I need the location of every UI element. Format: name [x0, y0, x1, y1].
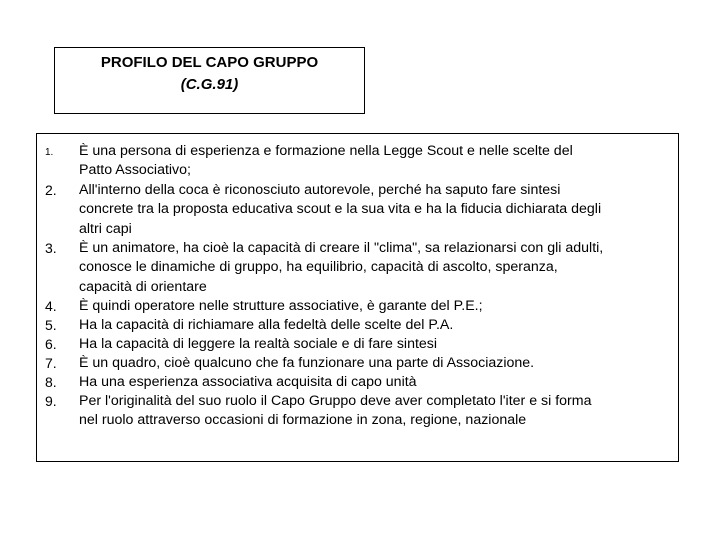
list-item-number: 3. — [45, 240, 57, 256]
list-item-number: 2. — [45, 182, 57, 198]
page-title: PROFILO DEL CAPO GRUPPO — [100, 54, 319, 71]
list-item-text: Ha la capacità di richiamare alla fedeltà delle scelte del P.A. — [79, 317, 454, 333]
list-item-number: 4. — [45, 298, 57, 314]
list-item-text: È un quadro, cioè qualcuno che fa funzionare una parte di Associazione. — [79, 355, 535, 371]
page-subtitle: (C.G.91) — [180, 76, 239, 93]
title-box — [54, 47, 365, 114]
list-item-text: È una persona di esperienza e formazione nella Legge Scout e nelle scelte del Patto Associativo; — [79, 143, 573, 179]
list-item-number: 6. — [45, 336, 57, 352]
list-item-text: È un animatore, ha cioè la capacità di creare il "clima", sa relazionarsi con gli adulti, conosce le dinamiche di gruppo, ha equilibrio, capacità di ascolto, speranza, capacità di orientare — [79, 240, 604, 295]
list-item-text: Ha la capacità di leggere la realtà sociale e di fare sintesi — [79, 336, 438, 352]
content-box — [36, 133, 679, 462]
list-item-text: Per l'originalità del suo ruolo il Capo Gruppo deve aver completato l'iter e si forma nel ruolo attraverso occasioni di formazione in zona, regione, nazionale — [79, 393, 592, 429]
list-item-text: È quindi operatore nelle strutture associative, è garante del P.E.; — [79, 298, 483, 314]
list-item-text: All'interno della coca è riconosciuto autorevole, perché ha saputo fare sintesi concrete tra la proposta educativa scout e la sua vita e ha la fiducia dichiarata degli altri capi — [79, 182, 602, 237]
list-item-number: 8. — [45, 374, 57, 390]
list-item-number: 9. — [45, 393, 57, 409]
list-item-text: Ha una esperienza associativa acquisita di capo unità — [79, 374, 417, 390]
list-item-number: 5. — [45, 317, 57, 333]
list-item-number: 7. — [45, 355, 57, 371]
list-item-number: 1. — [45, 147, 54, 158]
